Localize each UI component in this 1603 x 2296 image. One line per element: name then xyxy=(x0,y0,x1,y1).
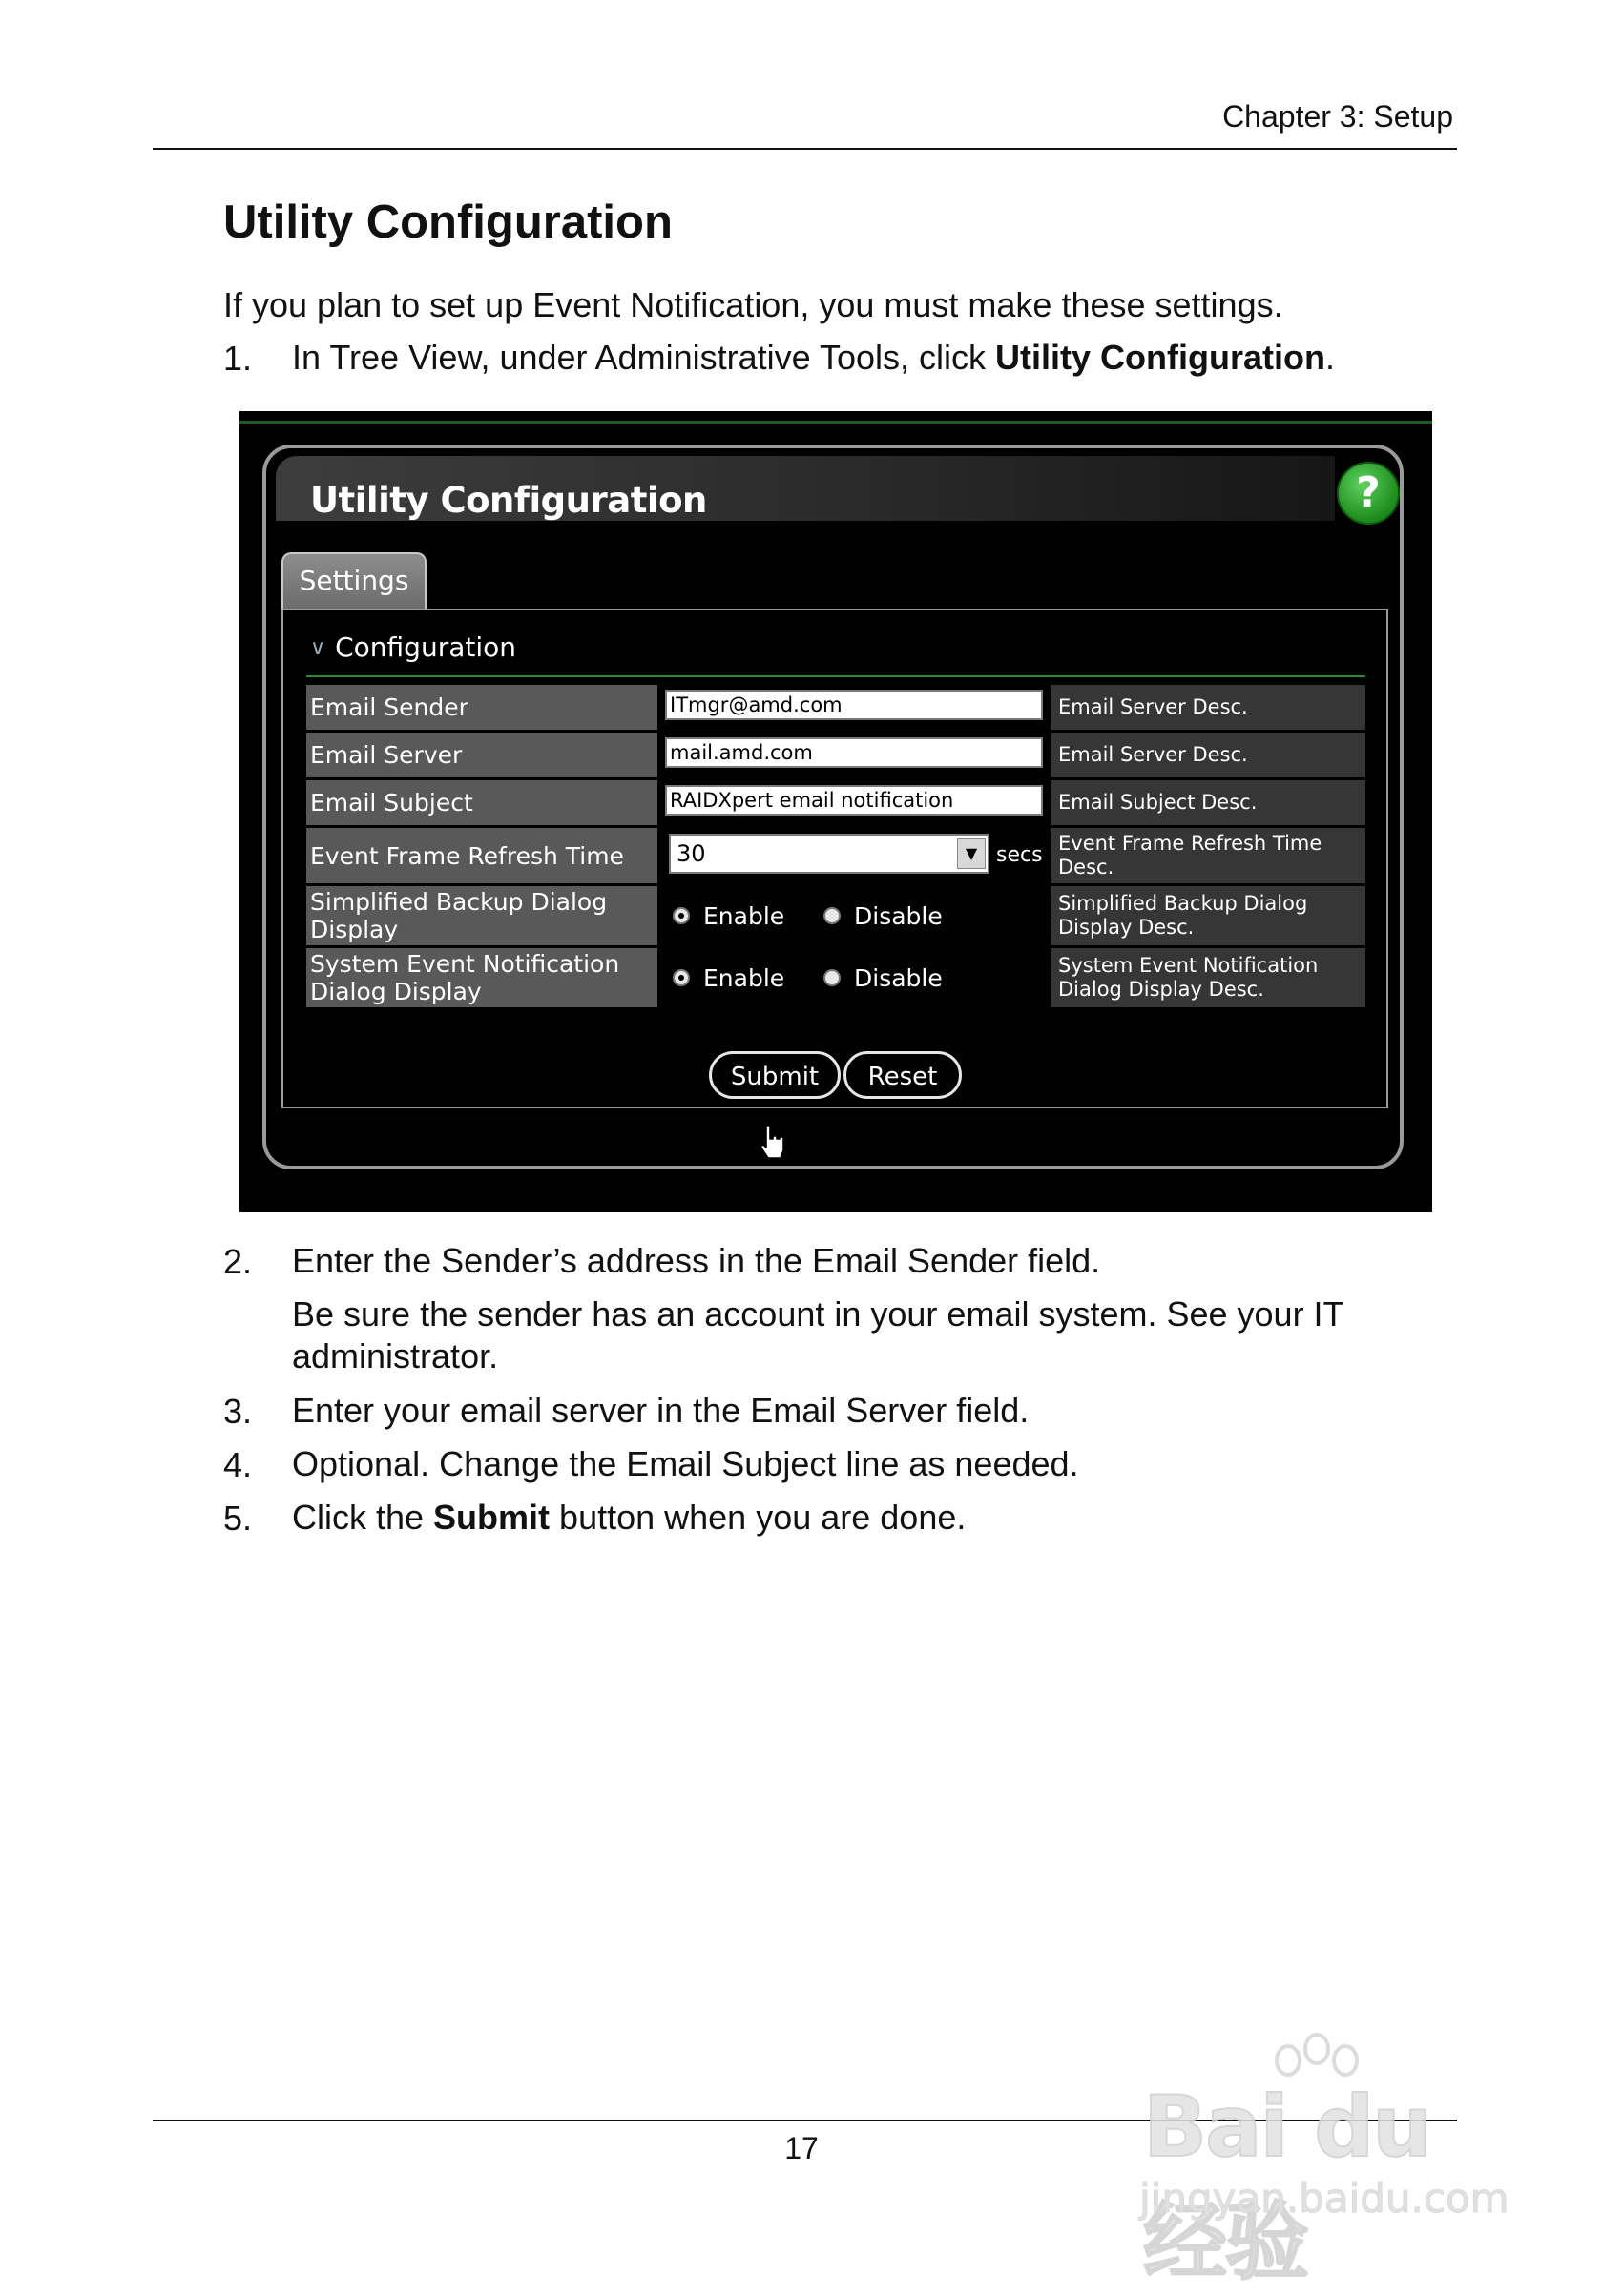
event-refresh-cell xyxy=(659,828,1049,883)
window-title: Utility Configuration xyxy=(310,480,707,521)
email-subject-cell xyxy=(659,780,1049,825)
row-system-event-notification xyxy=(306,948,1365,1007)
email-sender-field[interactable]: ITmgr@amd.com xyxy=(665,690,1043,720)
configuration-divider xyxy=(306,675,1365,677)
disable-label: Disable xyxy=(854,901,943,930)
email-server-cell xyxy=(659,733,1049,777)
screenshot-top-line xyxy=(239,421,1432,424)
step-5-bold: Submit xyxy=(433,1498,551,1537)
step-1-text xyxy=(292,337,1335,379)
chapter-header: Chapter 3: Setup xyxy=(1222,99,1453,134)
step-3-text: Enter your email server in the Email Server field. xyxy=(292,1391,1030,1430)
step-1-post: . xyxy=(1324,338,1335,377)
step-5-pre: Click the xyxy=(292,1498,434,1537)
watermark-main: Bai du 经验 xyxy=(1143,2078,1430,2291)
system-event-label: System Event Notification Dialog Display xyxy=(306,948,657,1007)
event-refresh-value: 30 xyxy=(677,840,706,867)
utility-config-window xyxy=(262,445,1404,1169)
simplified-backup-label: Simplified Backup Dialog Display xyxy=(306,886,657,945)
radio-selected-icon xyxy=(673,969,690,986)
event-refresh-select[interactable] xyxy=(669,834,989,874)
step-1-pre: In Tree View, under Administrative Tools, click xyxy=(292,338,996,377)
simplified-backup-enable-radio[interactable] xyxy=(673,886,784,945)
step-2-note: Be sure the sender has an account in your email system. See your IT administrator. xyxy=(292,1294,1343,1376)
row-email-server xyxy=(306,733,1365,777)
hand-cursor-icon xyxy=(759,1124,785,1160)
step-1-bold: Utility Configuration xyxy=(995,338,1325,377)
utility-config-screenshot xyxy=(239,411,1432,1212)
enable-label: Enable xyxy=(703,901,785,930)
header-rule xyxy=(153,148,1457,150)
reset-button[interactable]: Reset xyxy=(843,1051,962,1099)
system-event-cell xyxy=(659,948,1049,1007)
radio-selected-icon xyxy=(673,907,690,924)
step-2-number: 2. xyxy=(223,1242,253,1281)
secs-unit: secs xyxy=(996,843,1043,867)
email-server-field[interactable]: mail.amd.com xyxy=(665,737,1043,768)
submit-button[interactable]: Submit xyxy=(709,1051,841,1099)
enable-label: Enable xyxy=(703,963,785,992)
step-4-text: Optional. Change the Email Subject line as needed. xyxy=(292,1444,1079,1483)
email-sender-desc: Email Server Desc. xyxy=(1051,685,1365,730)
chevron-down-icon: ∨ xyxy=(310,636,326,660)
step-5-text xyxy=(292,1497,966,1539)
system-event-enable-radio[interactable] xyxy=(673,948,784,1007)
tab-settings[interactable]: Settings xyxy=(281,552,427,610)
step-1-number: 1. xyxy=(223,339,253,378)
event-refresh-label: Event Frame Refresh Time xyxy=(306,828,657,883)
step-2-text: Enter the Sender’s address in the Email Sender field. xyxy=(292,1241,1101,1280)
window-title-bar xyxy=(276,456,1335,521)
row-event-frame-refresh xyxy=(306,828,1365,883)
email-sender-cell xyxy=(659,685,1049,730)
baidu-watermark xyxy=(1135,2032,1517,2291)
chevron-down-icon[interactable]: ▼ xyxy=(957,838,986,869)
system-event-disable-radio[interactable] xyxy=(823,948,943,1007)
step-4-number: 4. xyxy=(223,1445,253,1484)
radio-unselected-icon xyxy=(823,907,841,924)
step-3-number: 3. xyxy=(223,1392,253,1431)
email-subject-label: Email Subject xyxy=(306,780,657,825)
system-event-desc: System Event Notification Dialog Display Desc. xyxy=(1051,948,1365,1007)
configuration-label: Configuration xyxy=(335,631,516,663)
watermark-sub: jingyan.baidu.com xyxy=(1139,2175,1509,2222)
disable-label: Disable xyxy=(854,963,943,992)
email-server-label: Email Server xyxy=(306,733,657,777)
email-server-desc: Email Server Desc. xyxy=(1051,733,1365,777)
email-subject-desc: Email Subject Desc. xyxy=(1051,780,1365,825)
step-5-number: 5. xyxy=(223,1499,253,1538)
simplified-backup-disable-radio[interactable] xyxy=(823,886,943,945)
configuration-header[interactable] xyxy=(310,631,516,663)
simplified-backup-desc: Simplified Backup Dialog Display Desc. xyxy=(1051,886,1365,945)
step-5-post: button when you are done. xyxy=(550,1498,967,1537)
row-email-sender xyxy=(306,685,1365,730)
simplified-backup-cell xyxy=(659,886,1049,945)
configuration-panel xyxy=(281,609,1388,1108)
email-subject-field[interactable]: RAIDXpert email notification xyxy=(665,785,1043,816)
page-number: 17 xyxy=(784,2131,819,2165)
event-refresh-desc: Event Frame Refresh Time Desc. xyxy=(1051,828,1365,883)
email-sender-label: Email Sender xyxy=(306,685,657,730)
row-email-subject xyxy=(306,780,1365,825)
row-simplified-backup xyxy=(306,886,1365,945)
intro-paragraph: If you plan to set up Event Notification, you must make these settings. xyxy=(223,285,1283,324)
section-title: Utility Configuration xyxy=(223,197,673,248)
help-icon[interactable]: ? xyxy=(1337,462,1400,525)
radio-unselected-icon xyxy=(823,969,841,986)
